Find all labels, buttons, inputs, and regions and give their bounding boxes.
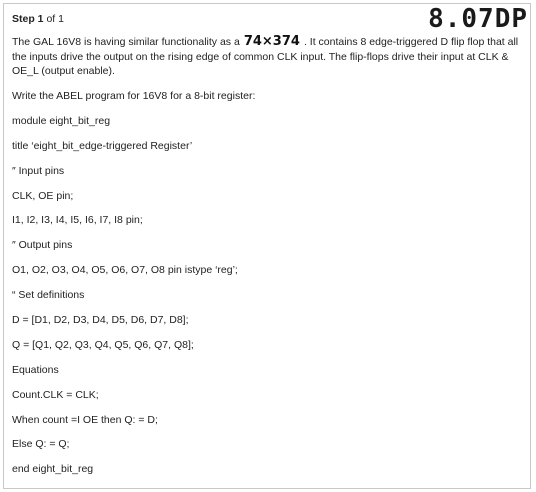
code-line: title ‘eight_bit_edge-triggered Register’ [12, 139, 193, 152]
code-line: Q = [Q1, Q2, Q3, Q4, Q5, Q6, Q7, Q8]; [12, 338, 194, 351]
intro-text-end: . It contains 8 edge-triggered D flip flop that all the inputs drive the output on the rising edge of common CLK input. The flip-flops drive their input at CLK & OE_L (output enable). [12, 36, 519, 77]
intro-text-start: The GAL 16V8 is having similar functionality as a [12, 36, 240, 48]
code-line: ″ Output pins [12, 239, 73, 252]
solution-panel [3, 3, 531, 489]
code-line: “ Set definitions [12, 289, 85, 302]
code-line: Else Q: = Q; [12, 438, 70, 451]
step-count: of 1 [46, 13, 64, 25]
code-line: Equations [12, 363, 59, 376]
code-line: CLK, OE pin; [12, 189, 74, 202]
abel-program [12, 84, 255, 482]
code-line: end eight_bit_reg [12, 463, 94, 476]
step-indicator [12, 13, 64, 25]
chip-name: 74×374 [243, 34, 300, 49]
instruction-line: Write the ABEL program for 16V8 for a 8-bit register: [12, 90, 256, 102]
code-line: Count.CLK = CLK; [12, 388, 99, 401]
intro-paragraph [12, 35, 526, 79]
step-label: Step 1 [12, 13, 44, 25]
code-line: module eight_bit_reg [12, 114, 111, 127]
code-line: When count =I OE then Q: = D; [12, 413, 158, 426]
code-badge: 8.07DP [428, 4, 528, 34]
code-line: O1, O2, O3, O4, O5, O6, O7, O8 pin istype ‘reg’; [12, 264, 238, 277]
code-line: D = [D1, D2, D3, D4, D5, D6, D7, D8]; [12, 314, 189, 327]
code-line: I1, I2, I3, I4, I5, I6, I7, I8 pin; [12, 214, 143, 227]
code-line: ″ Input pins [12, 164, 65, 177]
